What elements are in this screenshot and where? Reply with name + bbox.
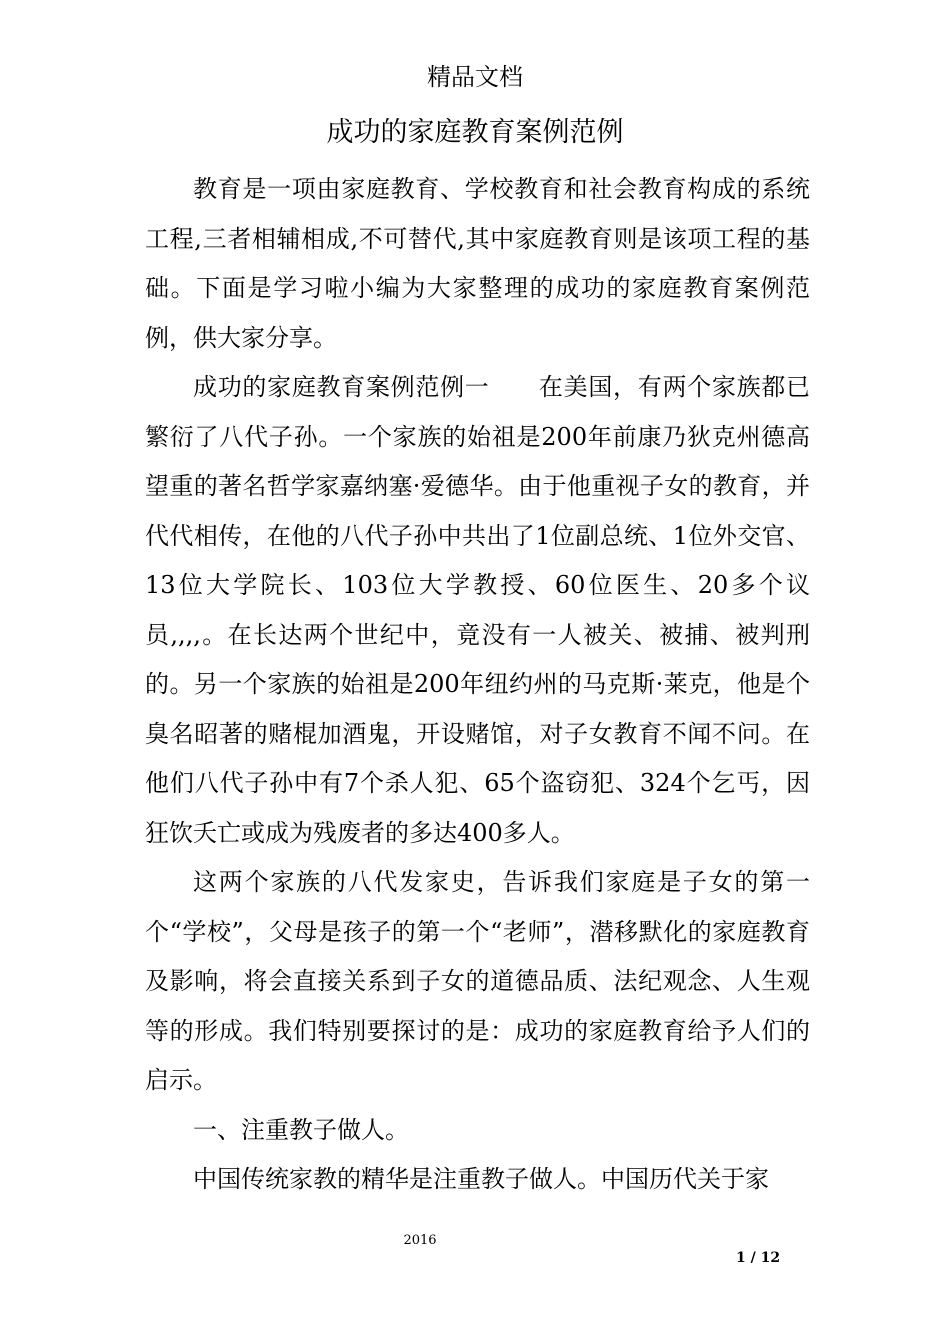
header-label: 精品文档 xyxy=(427,63,523,91)
paragraph-lesson: 这两个家族的八代发家史，告诉我们家庭是子女的第一个“学校”，父母是孩子的第一个“老师”，潜移默化的家庭教育及影响，将会直接关系到子女的道德品质、法纪观念、人生观等的形成。我们特别要探讨的是：成功的家庭教育给予人们的启示。 xyxy=(145,868,810,1094)
page-number: 1 / 12 xyxy=(736,1250,781,1266)
document-title: 成功的家庭教育案例范例 xyxy=(326,117,624,148)
footer-year: 2016 xyxy=(403,1233,437,1248)
paragraph-case-one: 成功的家庭教育案例范例一 在美国，有两个家族都已繁衍了八代子孙。一个家族的始祖是200年前康乃狄克州德高望重的著名哲学家嘉纳塞·爱德华。由于他重视子女的教育，并代代相传，在他的八代子孙中共出了1位副总统、1位外交官、13位大学院长、103位大学教授、60位医生、20多个议员,,,,。在长达两个世纪中，竟没有一人被关、被捕、被判刑的。另一个家族的始祖是200年纽约州的马克斯·莱克，他是个臭名昭著的赌棍加酒鬼，开设赌馆，对子女教育不闻不问。在他们八代子孙中有7个杀人犯、65个盗窃犯、324个乞丐，因狂饮夭亡或成为残废者的多达400多人。 xyxy=(145,373,810,847)
document-body xyxy=(145,165,810,1205)
paragraph-section-one: 中国传统家教的精华是注重教子做人。中国历代关于家 xyxy=(193,1165,769,1193)
paragraph-intro: 教育是一项由家庭教育、学校教育和社会教育构成的系统工程,三者相辅相成,不可替代,其中家庭教育则是该项工程的基础。下面是学习啦小编为大家整理的成功的家庭教育案例范例，供大家分享。 xyxy=(145,175,810,352)
section-heading-one: 一、注重教子做人。 xyxy=(193,1115,409,1144)
